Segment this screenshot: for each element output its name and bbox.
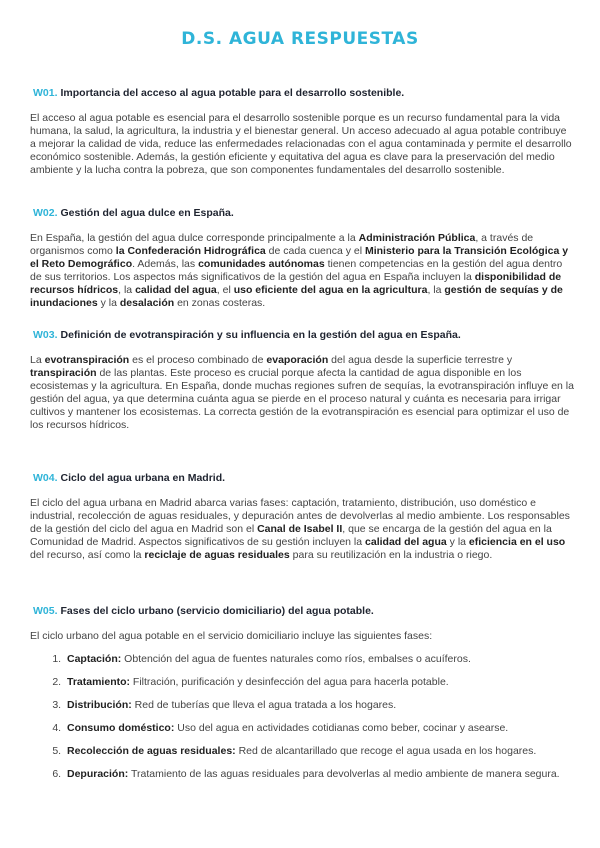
section-title: Importancia del acceso al agua potable para el desarrollo sostenible.	[60, 87, 405, 99]
list-item: 4. Consumo doméstico: Uso del agua en actividades cotidianas como beber, cocinar y asearse.	[64, 722, 575, 735]
page-title: D.S. AGUA RESPUESTAS	[181, 29, 419, 49]
section-w02	[30, 207, 575, 311]
section-paragraph: La evotranspiración es el proceso combinado de evaporación del agua desde la superficie terrestre y transpiración de las plantas. Este proceso es crucial porque afecta la cantidad de agua disponible en los ecosistemas y la agricultura. En España, donde muchas regiones sufren de sequías, la evotranspiración influye en la gestión del agua, ya que determina cuánta agua se pierde en el proceso natural y cuánta es necesaria para irrigar cultivos y mantener los ecosistemas. La correcta gestión de la evotranspiración es esencial para optimizar el uso de los recursos hídricos.	[30, 354, 574, 432]
section-w05	[30, 605, 575, 791]
section-heading	[33, 207, 575, 220]
section-code: W05.	[33, 605, 58, 617]
list-item: 6. Depuración: Tratamiento de las aguas residuales para devolverlas al medio ambiente de manera segura.	[64, 768, 575, 781]
section-paragraph: En España, la gestión del agua dulce corresponde principalmente a la Administración Pública, a través de organismos como la Confederación Hidrográfica de cada cuenca y el Ministerio para la Transición Ecológica y el Reto Demográfico. Además, las comunidades autónomas tienen competencias en la gestión del agua dentro de sus territorios. Los aspectos más significativos de la gestión del agua en España incluyen la disponibilidad de recursos hídricos, la calidad del agua, el uso eficiente del agua en la agricultura, la gestión de sequías y de inundaciones y la desalación en zonas costeras.	[30, 232, 569, 310]
section-heading	[33, 87, 575, 100]
section-code: W04.	[33, 472, 58, 484]
section-w04	[30, 472, 575, 562]
phases-list	[30, 653, 575, 781]
section-title: Fases del ciclo urbano (servicio domiciliario) del agua potable.	[60, 605, 374, 617]
section-title: Definición de evotranspiración y su influencia en la gestión del agua en España.	[60, 329, 461, 341]
section-heading	[33, 472, 575, 485]
section-code: W01.	[33, 87, 58, 99]
section-paragraph: El ciclo del agua urbana en Madrid abarca varias fases: captación, tratamiento, distribución, uso doméstico e industrial, recolección de aguas residuales, y depuración antes de devolverlas al medio ambiente. Los responsables de la gestión del ciclo del agua en Madrid son el Canal de Isabel II, que se encarga de la gestión del agua en la Comunidad de Madrid. Aspectos significativos de su gestión incluyen la calidad del agua y la eficiencia en el uso del recurso, así como la reciclaje de aguas residuales para su reutilización en la industria o riego.	[30, 497, 570, 562]
section-intro: El ciclo urbano del agua potable en el servicio domiciliario incluye las siguientes fases:	[30, 630, 433, 642]
section-code: W03.	[33, 329, 58, 341]
section-code: W02.	[33, 207, 58, 219]
list-item: 5. Recolección de aguas residuales: Red de alcantarillado que recoge el agua usada en los hogares.	[64, 745, 575, 758]
section-w03	[30, 329, 575, 433]
section-heading	[33, 605, 575, 618]
list-item: 1. Captación: Obtención del agua de fuentes naturales como ríos, embalses o acuíferos.	[64, 653, 575, 666]
section-title: Ciclo del agua urbana en Madrid.	[60, 472, 226, 484]
list-item: 2. Tratamiento: Filtración, purificación y desinfección del agua para hacerla potable.	[64, 676, 575, 689]
section-title: Gestión del agua dulce en España.	[60, 207, 234, 219]
section-w01	[30, 87, 575, 177]
list-item: 3. Distribución: Red de tuberías que lleva el agua tratada a los hogares.	[64, 699, 575, 712]
section-paragraph: El acceso al agua potable es esencial para el desarrollo sostenible porque es un recurso fundamental para la vida humana, la salud, la agricultura, la industria y el bienestar general. Un acceso adecuado al agua potable contribuye a mejorar la calidad de vida, reduce las enfermedades relacionadas con el agua contaminada y permite el desarrollo económico sostenible. Además, la gestión eficiente y equitativa del agua es clave para la preservación del medio ambiente y la lucha contra la pobreza, que son componentes fundamentales del desarrollo sostenible.	[30, 112, 572, 177]
section-heading	[33, 329, 575, 342]
